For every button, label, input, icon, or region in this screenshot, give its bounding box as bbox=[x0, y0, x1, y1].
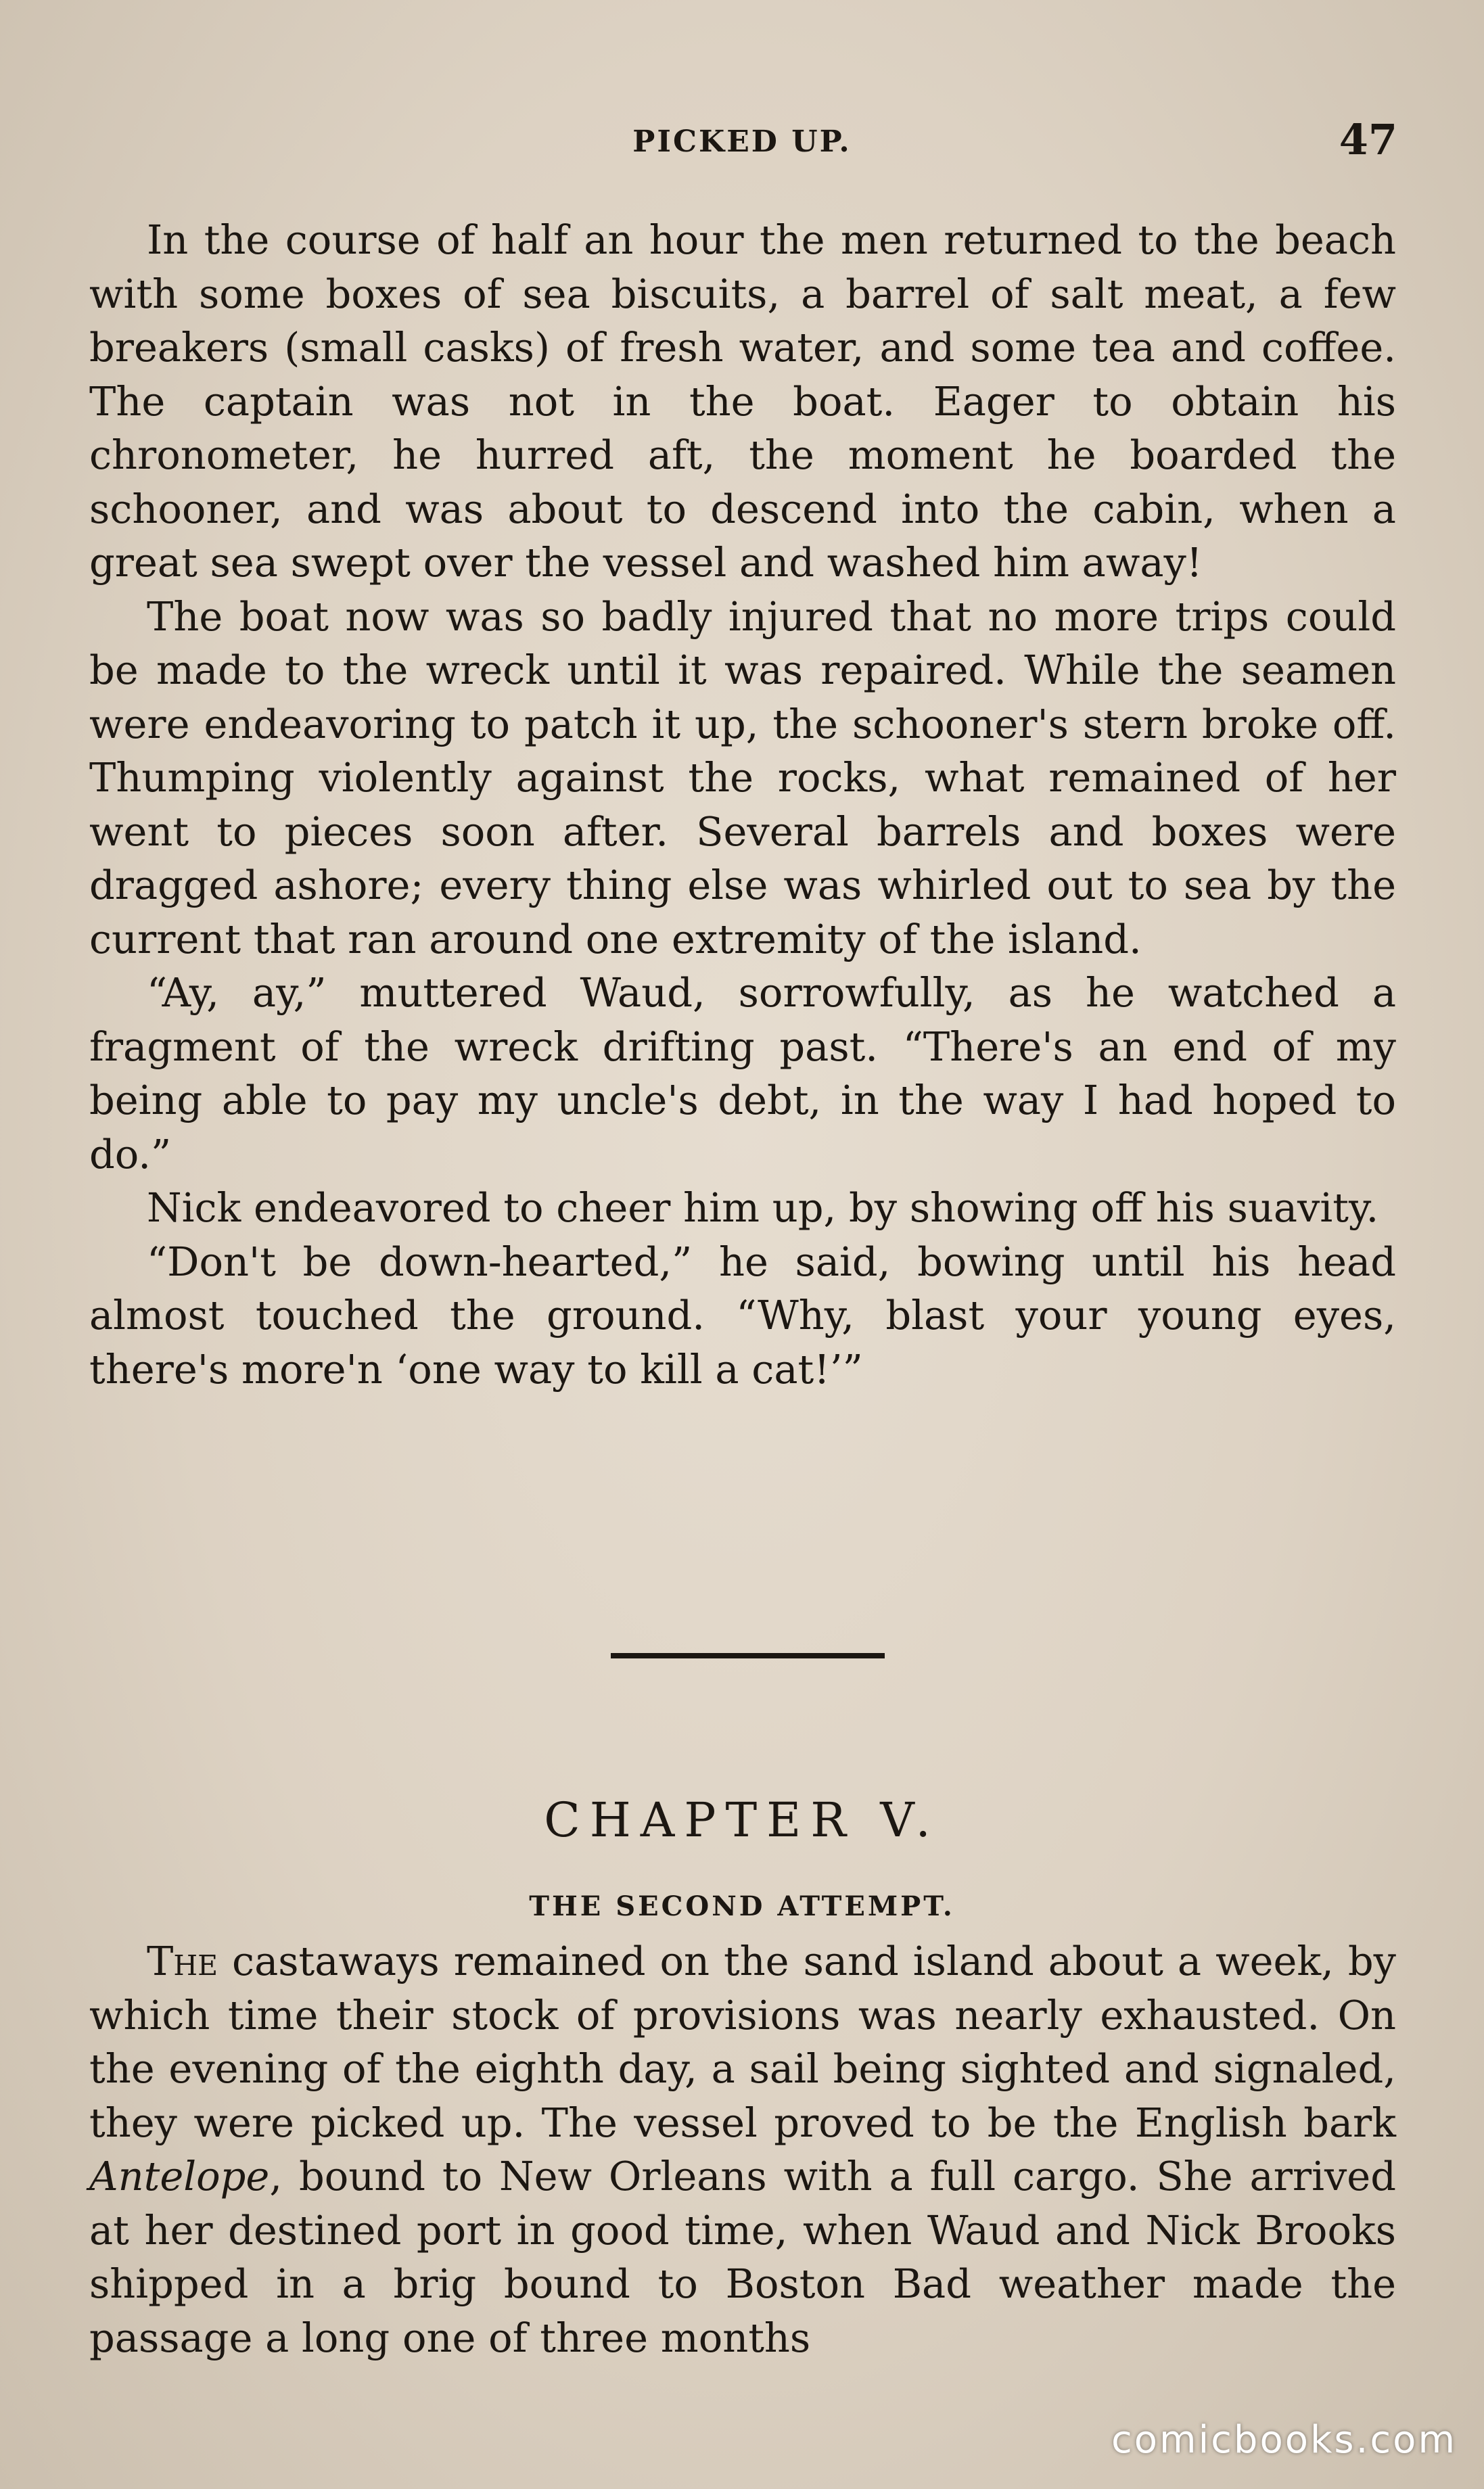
opening-text-end: , bound to New Orleans with a full cargo. She arrived at her destined port in good time, when Waud and Nick Brooks shipped in a brig bound to Boston Bad weather made the passage a long one of three months bbox=[89, 2153, 1396, 2361]
chapter-title: CHAPTER V. bbox=[544, 1792, 940, 1848]
paragraph: In the course of half an hour the men returned to the beach with some boxes of sea biscuits, a barrel of salt meat, a few breakers (small casks) of fresh water, and some tea and coffee. The captain was not in the boat. Eager to obtain his chronometer, he hurred aft, the moment he boarded the schooner, and was about to descend into the cabin, when a great sea swept over the vessel and washed him away! bbox=[89, 216, 1396, 586]
running-title: PICKED UP. bbox=[632, 124, 852, 159]
chapter-opening-paragraph bbox=[89, 1934, 1396, 2365]
paragraph: The boat now was so badly injured that no more trips could be made to the wreck until it was repaired. While the seamen were endeavoring to patch it up, the schooner's stern broke off. Thumping violently against the rocks, what remained of her went to pieces soon after. Several barrels and boxes were dragged ashore; every thing else was whirled out to sea by the current that ran around one extremity of the island. bbox=[89, 592, 1396, 962]
opening-text: castaways remained on the sand island about a week, by which time their stock of provisions was nearly exhausted. On the evening of the eighth day, a sail being sighted and signaled, they were picked up. The vessel proved to be the English bark bbox=[89, 1938, 1396, 2146]
chapter-text bbox=[89, 1934, 1396, 2365]
opening-word: The bbox=[147, 1938, 218, 1984]
chapter-subtitle: THE SECOND ATTEMPT. bbox=[529, 1890, 955, 1922]
section-divider bbox=[611, 1653, 885, 1658]
paragraph: “Ay, ay,” muttered Waud, sorrowfully, as he watched a fragment of the wreck drifting past. “There's an end of my being able to pay my uncle's debt, in the way I had hoped to do.” bbox=[89, 969, 1396, 1178]
paragraph: Nick endeavored to cheer him up, by showing off his suavity. bbox=[147, 1184, 1379, 1231]
page-number: 47 bbox=[1339, 115, 1397, 164]
running-head bbox=[0, 115, 1484, 169]
section-text bbox=[89, 213, 1396, 1396]
paragraph: “Don't be down-hearted,” he said, bowing until his head almost touched the ground. “Why, blast your young eyes, there's more'n ‘one way to kill a cat!’” bbox=[89, 1238, 1396, 1393]
watermark-text: comicbooks.com bbox=[1111, 2418, 1457, 2462]
ship-name: Antelope bbox=[89, 2153, 270, 2200]
